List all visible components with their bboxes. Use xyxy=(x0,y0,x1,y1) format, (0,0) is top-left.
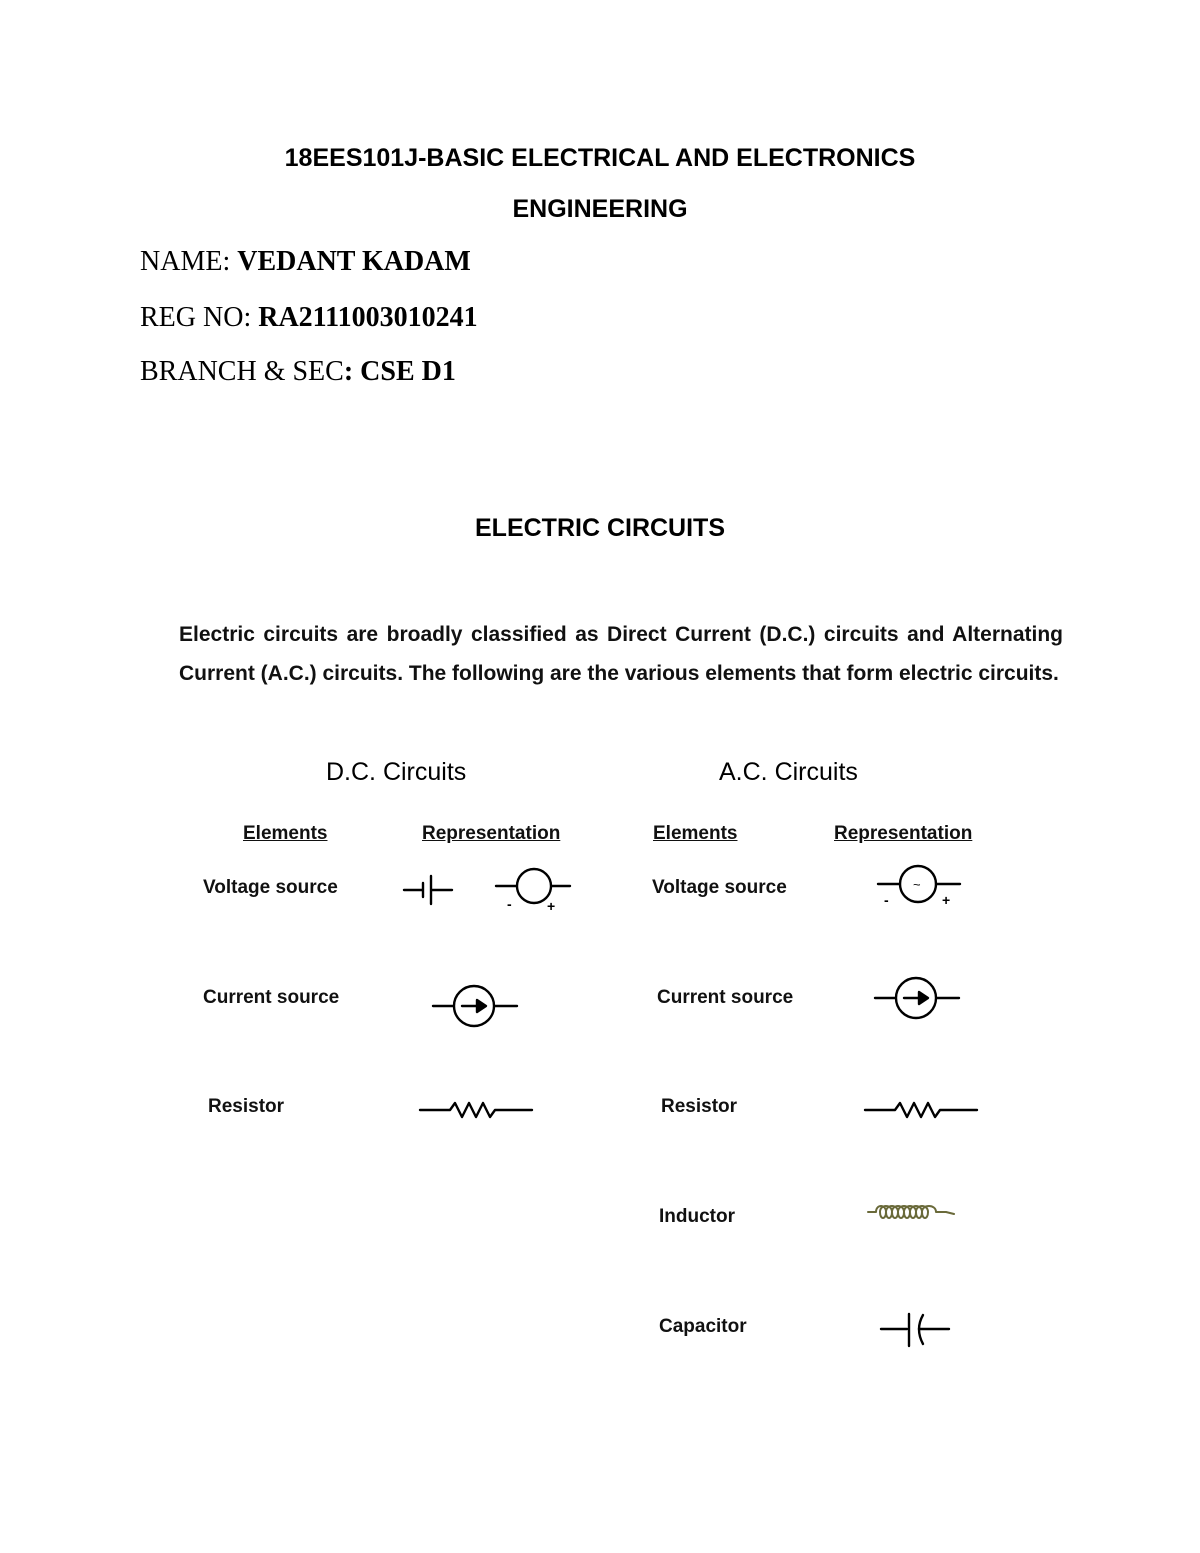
dc-elements-header: Elements xyxy=(243,823,328,844)
minus-sign: - xyxy=(507,896,512,912)
ac-item-current-source: Current source xyxy=(657,987,794,1008)
dc-circuits-title: D.C. Circuits xyxy=(326,758,467,786)
ac-voltage-source-icon xyxy=(876,860,962,912)
ac-current-source-icon xyxy=(873,975,961,1023)
student-name-row xyxy=(140,246,471,278)
ac-item-capacitor: Capacitor xyxy=(659,1316,747,1337)
dc-voltage-source-icon xyxy=(494,864,574,916)
ac-item-inductor: Inductor xyxy=(659,1206,735,1227)
ac-resistor-icon xyxy=(863,1098,981,1122)
reg-label: REG NO: xyxy=(140,302,259,333)
battery-icon xyxy=(400,872,456,908)
inductor-icon xyxy=(866,1200,960,1226)
ac-minus-sign: - xyxy=(884,892,889,908)
dc-representation-header: Representation xyxy=(422,823,561,844)
section-title: ELECTRIC CIRCUITS xyxy=(475,514,725,542)
capacitor-icon xyxy=(879,1310,953,1350)
course-title-line-2: ENGINEERING xyxy=(512,195,688,223)
current-source-icon xyxy=(431,983,519,1031)
name-value: VEDANT KADAM xyxy=(237,246,471,277)
student-reg-row xyxy=(140,302,478,334)
ac-circuits-title: A.C. Circuits xyxy=(719,758,858,786)
course-title-line-1: 18EES101J-BASIC ELECTRICAL AND ELECTRONICS xyxy=(284,144,916,172)
branch-label: BRANCH & SEC xyxy=(140,356,344,387)
ac-plus-sign: + xyxy=(942,892,951,908)
ac-item-resistor: Resistor xyxy=(661,1096,738,1117)
plus-sign: + xyxy=(547,898,556,914)
dc-item-resistor: Resistor xyxy=(208,1096,285,1117)
dc-item-voltage-source: Voltage source xyxy=(203,877,338,898)
ac-wave-sign: ~ xyxy=(913,877,921,892)
dc-item-current-source: Current source xyxy=(203,987,340,1008)
ac-elements-header: Elements xyxy=(653,823,738,844)
ac-representation-header: Representation xyxy=(834,823,973,844)
ac-item-voltage-source: Voltage source xyxy=(652,877,787,898)
intro-paragraph: Electric circuits are broadly classified as Direct Current (D.C.) circuits and Alternating Current (A.C.) circuits. The following are the various elements that form electric circuits. xyxy=(179,623,1063,685)
student-branch-row xyxy=(140,356,456,388)
branch-value: : CSE D1 xyxy=(343,356,456,387)
reg-value: RA2111003010241 xyxy=(258,302,478,333)
resistor-icon xyxy=(418,1098,536,1122)
name-label: NAME: xyxy=(140,246,238,277)
